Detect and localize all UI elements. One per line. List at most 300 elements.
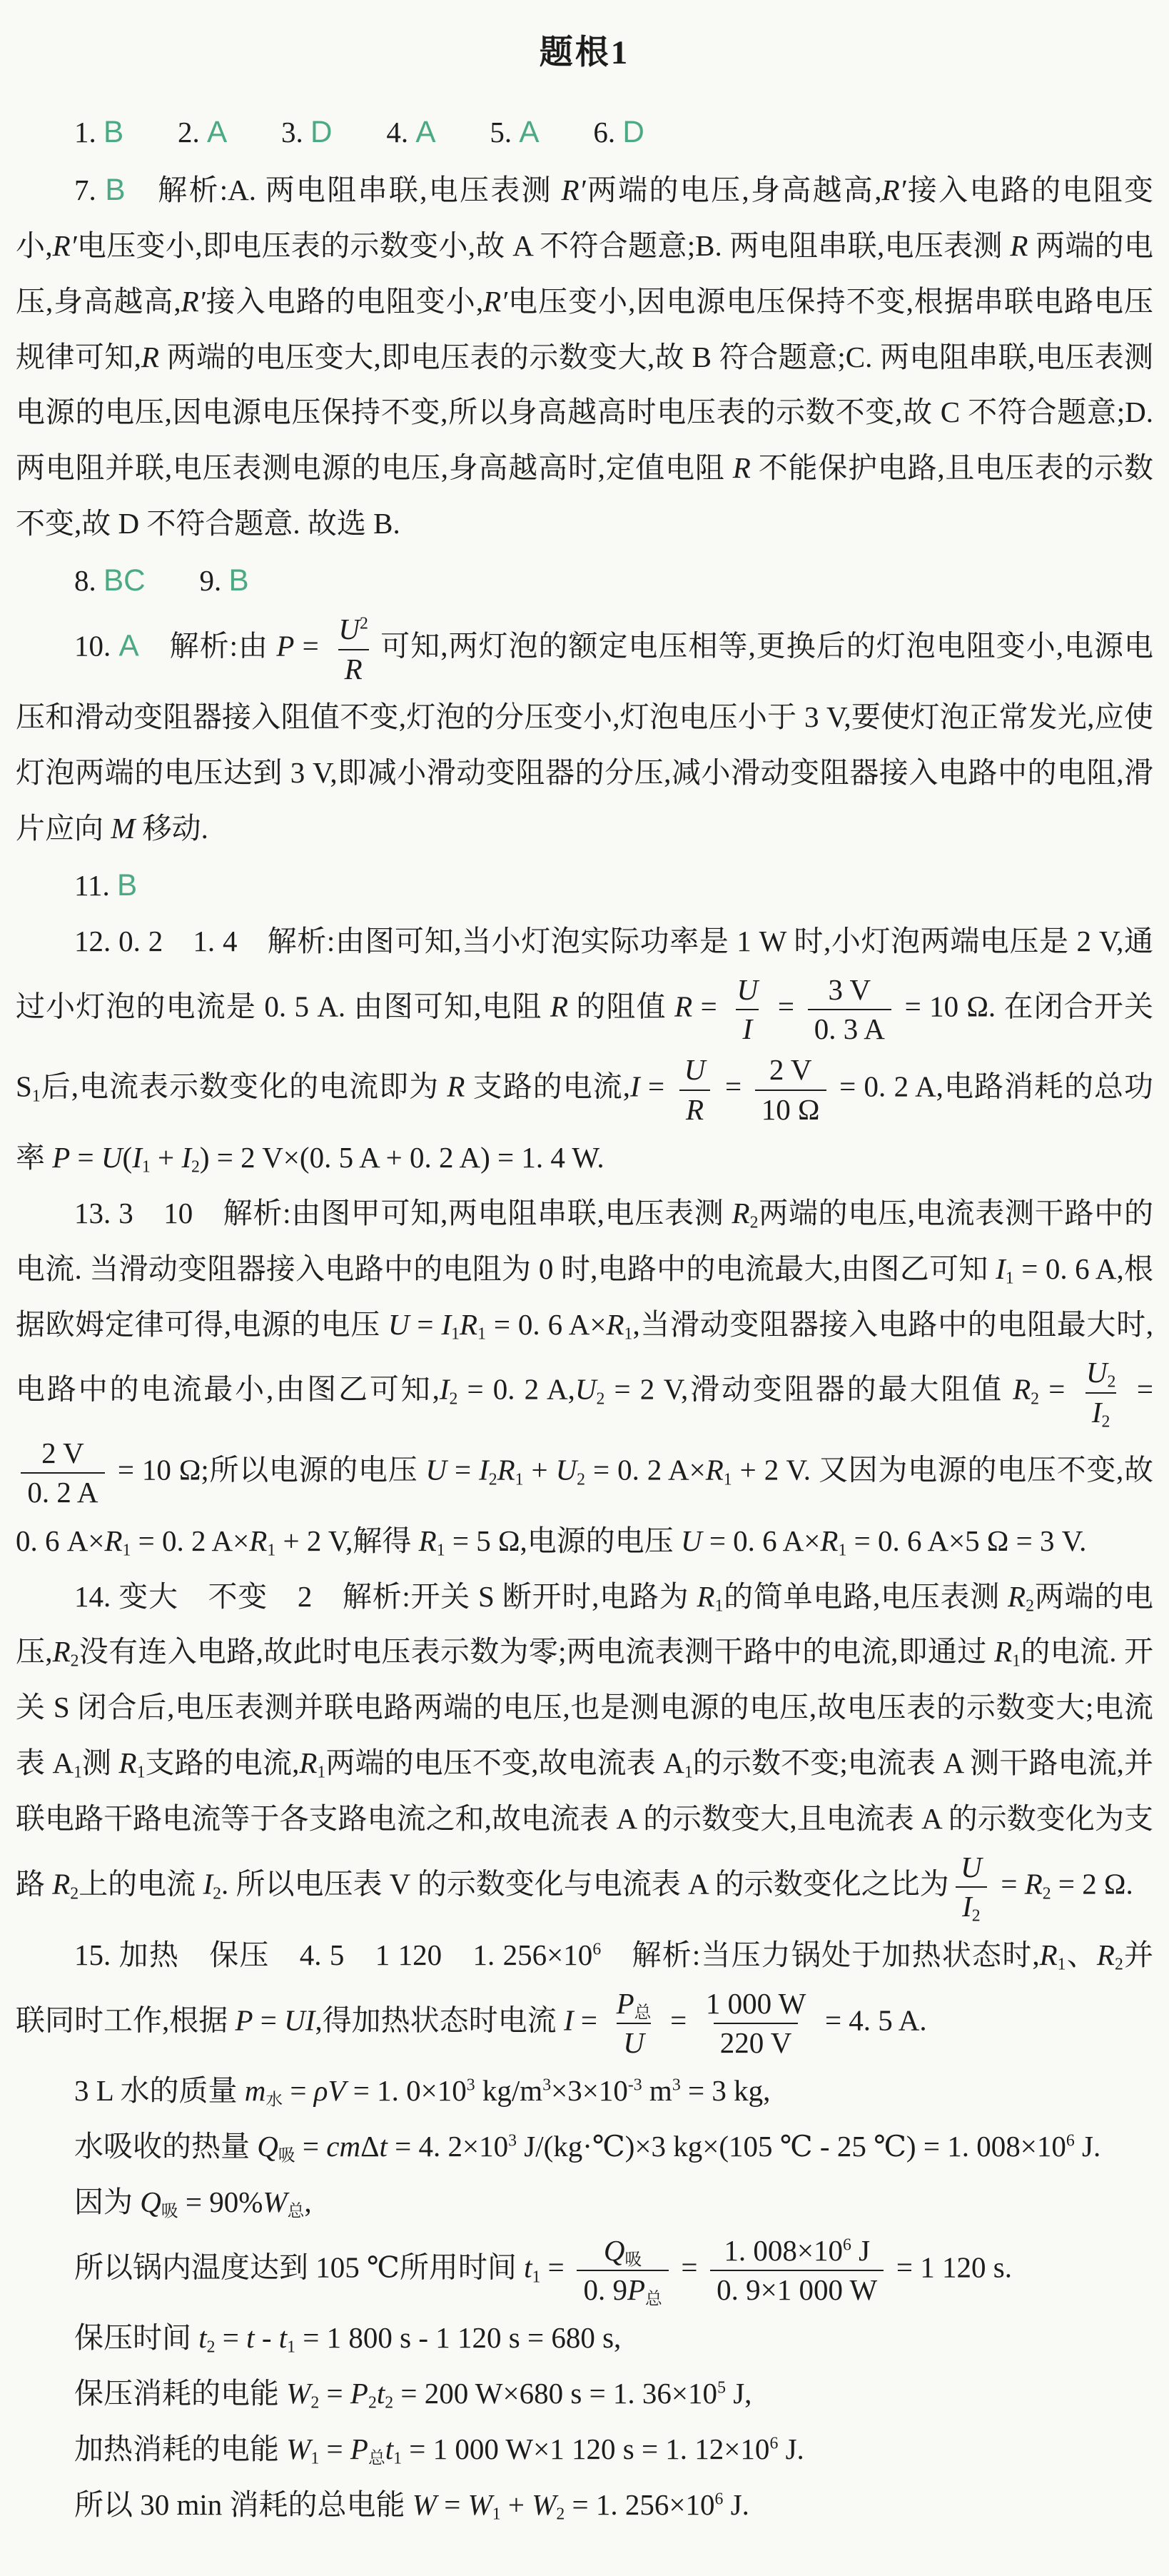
text-run: = 1. 0×10 bbox=[345, 2074, 467, 2108]
superscript: 6 bbox=[714, 2490, 724, 2509]
text-run: + 2 V. 又因为电源的电压不变,故 0. 6 A× bbox=[16, 1453, 1154, 1557]
subscript: 2 bbox=[1042, 1884, 1051, 1903]
text-run: J. bbox=[1074, 2129, 1101, 2163]
text-run: 支路的电流, bbox=[145, 1746, 300, 1780]
text-run: = bbox=[294, 630, 327, 663]
fraction-numerator bbox=[597, 2232, 648, 2270]
subscript: 2 bbox=[971, 1906, 981, 1926]
text-run: + bbox=[500, 2488, 532, 2522]
text-run: - bbox=[254, 2321, 279, 2355]
superscript: 3 bbox=[508, 2131, 517, 2150]
text-run: 3 L 水的质量 bbox=[74, 2074, 245, 2108]
subscript: 2 bbox=[596, 1389, 605, 1409]
variable: U bbox=[623, 2026, 644, 2059]
text-run: kg/m bbox=[475, 2074, 543, 2108]
answers-row bbox=[16, 857, 1153, 914]
subscript: 1 bbox=[393, 2449, 403, 2468]
text-run: 的电流. 开关 S 闭合后,电压表测并联电路两端的电压,也是测电源的电压,故电压表的示数变大;电流表 A bbox=[16, 1635, 1154, 1780]
text-run: ,当滑动变阻器接入电路中的电阻最大时,电路中的电流最小,由图乙可知, bbox=[16, 1307, 1154, 1407]
text-run: 的示数不变;电流表 A 测干路电流,并联电路干路电流等于各支路电流之和,故电流表 A 的示数变大,且电流表 A 的示数变化为支路 bbox=[16, 1746, 1154, 1901]
subscript: 水 bbox=[265, 2091, 283, 2110]
fraction-numerator bbox=[717, 2232, 876, 2270]
fraction-numerator bbox=[763, 1051, 819, 1089]
text-run: 后,电流表示数变化的电流即为 bbox=[40, 1070, 447, 1104]
variable: R bbox=[705, 1453, 724, 1486]
answer-item bbox=[490, 116, 539, 149]
text-run: 电压变小,因电源电压保持不变,根据串联电路电压规律可知, bbox=[16, 284, 1154, 373]
text-run: 没有连入电路,故此时电压表示数为零;两电流表测干路中的电流,即通过 bbox=[79, 1635, 995, 1669]
answer-letter: B bbox=[116, 867, 138, 902]
text-run: + bbox=[523, 1453, 556, 1486]
text-run: = 10 Ω;所以电源的电压 bbox=[109, 1453, 426, 1486]
question-number: 2. bbox=[178, 116, 200, 149]
text-run: . 所以电压表 V 的示数变化与电流表 A 的示数变化之比为 bbox=[221, 1867, 949, 1901]
text-run: Δ bbox=[360, 2129, 380, 2163]
text-run: J. bbox=[778, 2432, 804, 2466]
subscript: 2 bbox=[70, 1652, 79, 1671]
subscript: 2 bbox=[449, 1389, 458, 1409]
variable: W bbox=[467, 2488, 492, 2522]
text-run: 0. 9 bbox=[583, 2273, 627, 2307]
variable: R bbox=[1024, 1867, 1043, 1901]
fraction-denominator bbox=[21, 1472, 104, 1511]
text-run: J. bbox=[723, 2488, 749, 2522]
text-run: = bbox=[253, 2003, 285, 2037]
question-number: 9. bbox=[199, 564, 222, 598]
question-number: 4. bbox=[386, 116, 409, 149]
subscript: 1 bbox=[624, 1324, 633, 1344]
text-run: 2 V bbox=[41, 1437, 84, 1470]
text-run: = 1. 256×10 bbox=[565, 2488, 715, 2522]
text-run: = 2 V,滑动变阻器的最大阻值 bbox=[604, 1373, 1013, 1407]
subscript: 2 bbox=[70, 1884, 79, 1903]
fraction-denominator bbox=[679, 1090, 710, 1129]
variable: I bbox=[996, 1252, 1006, 1285]
text-run: = bbox=[70, 1140, 101, 1174]
text-run: 移动. bbox=[135, 811, 208, 845]
text-run: = bbox=[283, 2074, 314, 2108]
text-run: 接入电路的电阻变小, bbox=[16, 173, 1154, 262]
variable: R bbox=[299, 1746, 318, 1780]
text-run: = bbox=[1039, 1373, 1075, 1407]
answers-row bbox=[16, 104, 1153, 161]
text-run: m bbox=[642, 2074, 672, 2108]
text-run: = 90% bbox=[178, 2185, 263, 2218]
paragraph bbox=[16, 2422, 1153, 2477]
variable: U bbox=[338, 613, 360, 646]
question-number: 5. bbox=[490, 116, 512, 149]
text-run: = 0. 2 A, bbox=[457, 1373, 575, 1407]
variable: I bbox=[630, 1070, 640, 1104]
answer-letter: B bbox=[228, 563, 249, 598]
subscript: 1 bbox=[723, 1470, 732, 1489]
text-run: = bbox=[1127, 1373, 1153, 1407]
superscript: 6 bbox=[592, 1939, 602, 1958]
text-run: ×3×10 bbox=[551, 2074, 628, 2108]
superscript: 5 bbox=[717, 2378, 726, 2398]
text-run: 支路的电流, bbox=[465, 1070, 631, 1104]
variable: W bbox=[286, 2377, 311, 2410]
subscript: 总 bbox=[644, 2290, 662, 2309]
variable: W bbox=[286, 2432, 311, 2466]
text-run: 3 V bbox=[828, 972, 871, 1006]
subscript: 2 bbox=[577, 1470, 586, 1489]
subscript: 1 bbox=[838, 1541, 847, 1560]
fraction-denominator bbox=[617, 2023, 651, 2062]
subscript: 1 bbox=[310, 2449, 320, 2468]
paragraph bbox=[16, 2230, 1153, 2311]
text-run: ,得加热状态时电流 bbox=[315, 2003, 564, 2037]
fraction-numerator bbox=[610, 1985, 658, 2023]
variable: R′ bbox=[561, 173, 586, 206]
answer-item bbox=[74, 869, 137, 902]
fraction-numerator bbox=[678, 1051, 712, 1089]
variable: t bbox=[385, 2432, 394, 2466]
answer-letter: D bbox=[622, 115, 644, 149]
variable: R bbox=[1013, 1373, 1031, 1407]
text-run: 保压时间 bbox=[74, 2321, 199, 2355]
paragraph bbox=[16, 2063, 1153, 2119]
subscript: 1 bbox=[141, 1157, 151, 1177]
variable: R′ bbox=[483, 284, 508, 318]
subscript: 2 bbox=[1107, 1373, 1116, 1392]
subscript: 2 bbox=[1026, 1596, 1034, 1616]
text-run: = bbox=[993, 1867, 1025, 1901]
text-run: 7. bbox=[74, 173, 106, 206]
variable: P bbox=[616, 1986, 634, 2020]
subscript: 1 bbox=[477, 1324, 486, 1344]
text-run: = 1 000 W×1 120 s = 1. 12×10 bbox=[402, 2432, 770, 2466]
subscript: 2 bbox=[206, 2338, 216, 2358]
fraction-denominator bbox=[577, 2270, 668, 2309]
answers-row bbox=[16, 552, 1153, 609]
subscript: 1 bbox=[317, 1763, 326, 1782]
text-run: = bbox=[446, 1453, 480, 1486]
variable: R bbox=[550, 990, 569, 1023]
variable: R bbox=[606, 1307, 624, 1341]
fraction-numerator bbox=[1080, 1354, 1123, 1392]
fraction bbox=[808, 971, 891, 1049]
answer-item bbox=[281, 116, 333, 149]
text-run: 电压变小,即电压表的示数变小,故 A 不符合题意;B. 两电阻串联,电压表测 bbox=[76, 228, 1011, 262]
variable: W bbox=[263, 2185, 288, 2218]
superscript: 6 bbox=[842, 2235, 851, 2255]
answer-letter: A bbox=[415, 115, 436, 149]
answer-letter: BC bbox=[103, 563, 146, 598]
variable: R′ bbox=[181, 284, 206, 318]
subscript: 1 bbox=[1005, 1269, 1014, 1288]
subscript: 1 bbox=[74, 1763, 82, 1782]
text-run: 因为 bbox=[74, 2185, 141, 2218]
variable: R bbox=[732, 451, 751, 485]
subscript: 2 bbox=[368, 2393, 377, 2413]
subscript: 2 bbox=[556, 2505, 565, 2524]
subscript: 总 bbox=[368, 2449, 385, 2468]
paragraph bbox=[16, 2310, 1153, 2366]
text-run: = bbox=[295, 2129, 327, 2163]
variable: U bbox=[575, 1373, 597, 1407]
text-run: 10. bbox=[74, 630, 119, 663]
variable: R bbox=[249, 1524, 268, 1557]
page-title: 题根1 bbox=[539, 34, 630, 71]
text-run: = bbox=[409, 1307, 442, 1341]
text-run: 可知,两灯泡的额定电压相等,更换后的灯泡电阻变小,电源电压和滑动变阻器接入阻值不变,灯泡的分压变小,灯泡电压小于 3 V,要使灯泡正常发光,应使灯泡两端的电压达到 3 V,即减小滑动变阻器的分压,减小滑动变阻器接入电路中的电阻,滑片应向 bbox=[16, 630, 1153, 845]
text-run: J, bbox=[725, 2377, 752, 2410]
superscript: 2 bbox=[359, 614, 368, 633]
subscript: 1 bbox=[714, 1596, 724, 1616]
text-run: 解析:当压力锅处于加热状态时, bbox=[601, 1938, 1040, 1971]
variable: P bbox=[350, 2377, 368, 2410]
text-run: 两端的电压变大,即电压表的示数变大,故 B 符合题意;C. 两电阻串联,电压表测电源的电压,因电源电压保持不变,所以身高越高时电压表的示数不变,故 C 不符合题意;D. 两电阻并联,电压表测电源的电压,身高越高时,定值电阻 bbox=[16, 340, 1153, 485]
variable: U bbox=[388, 1307, 410, 1341]
subscript: 1 bbox=[436, 1541, 445, 1560]
fraction-numerator bbox=[332, 610, 375, 648]
variable: t bbox=[278, 2321, 288, 2355]
variable: I bbox=[742, 1012, 753, 1046]
variable: t bbox=[379, 2129, 388, 2163]
variable: I bbox=[962, 1890, 972, 1923]
text-run: = bbox=[573, 2003, 605, 2037]
text-run: = bbox=[639, 1070, 673, 1104]
variable: R bbox=[697, 1579, 715, 1613]
fraction bbox=[710, 2232, 884, 2310]
variable: UI bbox=[284, 2003, 315, 2037]
paragraph bbox=[16, 914, 1153, 1186]
text-run: 的简单电路,电压表测 bbox=[723, 1579, 1008, 1613]
variable: Q bbox=[257, 2129, 278, 2163]
text-run: = 1 120 s. bbox=[889, 2250, 1012, 2284]
fraction bbox=[610, 1985, 658, 2063]
text-run: = 3 kg, bbox=[680, 2074, 771, 2108]
variable: R bbox=[686, 1092, 704, 1126]
variable: P bbox=[235, 2003, 253, 2037]
fraction bbox=[699, 1985, 813, 2063]
paragraph bbox=[16, 2477, 1153, 2533]
text-run: = 0. 2 A× bbox=[585, 1453, 706, 1486]
answer-letter: A bbox=[118, 629, 139, 663]
subscript: 2 bbox=[1114, 1955, 1123, 1974]
subscript: 1 bbox=[31, 1087, 41, 1106]
variable: I bbox=[479, 1453, 489, 1486]
variable: R bbox=[344, 652, 363, 685]
text-run: = 1 800 s - 1 120 s = 680 s, bbox=[295, 2321, 622, 2355]
answer-item bbox=[178, 116, 227, 149]
question-number: 1. bbox=[74, 116, 96, 149]
subscript: 1 bbox=[1057, 1955, 1066, 1974]
superscript: 3 bbox=[466, 2076, 475, 2095]
variable: I bbox=[563, 2003, 574, 2037]
subscript: 1 bbox=[136, 1763, 146, 1782]
variable: U bbox=[680, 1524, 702, 1557]
fraction-denominator bbox=[714, 2023, 799, 2062]
text-run: 0. 2 A bbox=[27, 1476, 98, 1509]
superscript: -3 bbox=[627, 2076, 642, 2095]
text-run: 0. 3 A bbox=[814, 1012, 885, 1046]
variable: Q bbox=[140, 2185, 161, 2218]
fraction-denominator bbox=[710, 2270, 884, 2309]
subscript: 总 bbox=[634, 2003, 652, 2023]
variable: R bbox=[674, 990, 693, 1023]
fraction bbox=[332, 610, 375, 688]
fraction bbox=[21, 1434, 104, 1512]
paragraph bbox=[16, 1186, 1153, 1569]
variable: R bbox=[820, 1524, 839, 1557]
fraction bbox=[730, 971, 764, 1049]
question-number: 6. bbox=[593, 116, 616, 149]
text-run: 、 bbox=[1066, 1938, 1097, 1971]
fraction-numerator bbox=[699, 1985, 813, 2023]
text-run: = bbox=[769, 990, 803, 1023]
answer-item bbox=[74, 564, 146, 597]
subscript: 吸 bbox=[624, 2250, 642, 2270]
text-run: + bbox=[150, 1140, 182, 1174]
variable: U bbox=[425, 1453, 447, 1486]
text-run: 10 Ω bbox=[761, 1092, 820, 1126]
text-run: 2 V bbox=[769, 1053, 812, 1087]
answer-letter: B bbox=[105, 172, 126, 206]
text-run: = bbox=[215, 2321, 247, 2355]
text-run: = bbox=[717, 1070, 750, 1104]
variable: R bbox=[52, 1635, 71, 1669]
variable: R bbox=[418, 1524, 437, 1557]
text-run: = 10 Ω. 在闭合开关 S bbox=[16, 990, 1154, 1104]
subscript: 吸 bbox=[278, 2146, 295, 2165]
subscript: 2 bbox=[1031, 1389, 1040, 1409]
answer-letter: D bbox=[310, 115, 333, 149]
variable: cm bbox=[326, 2129, 361, 2163]
text-run: 14. 变大 不变 2 解析:开关 S 断开时,电路为 bbox=[74, 1579, 697, 1613]
variable: Q bbox=[603, 2233, 625, 2267]
subscript: 1 bbox=[122, 1541, 131, 1560]
variable: R′ bbox=[52, 228, 77, 262]
text-run: 0. 9×1 000 W bbox=[717, 2273, 878, 2307]
text-run: 所以锅内温度达到 105 ℃所用时间 bbox=[74, 2250, 525, 2284]
text-run: = 0. 2 A× bbox=[131, 1524, 250, 1557]
question-number: 8. bbox=[74, 564, 96, 598]
variable: U bbox=[737, 972, 759, 1006]
variable: R bbox=[732, 1196, 750, 1229]
text-run: = 0. 2 A,电路消耗的总功率 bbox=[16, 1070, 1154, 1174]
paragraph bbox=[16, 1569, 1153, 1928]
variable: I bbox=[181, 1140, 192, 1174]
text-run: + 2 V,解得 bbox=[275, 1524, 419, 1557]
variable: I bbox=[132, 1140, 142, 1174]
fraction-numerator bbox=[730, 971, 764, 1009]
text-run: 12. 0. 2 1. 4 解析:由图可知,当小灯泡实际功率是 1 W 时,小灯泡两端电压是 2 V,通过小灯泡的电流是 0. 5 A. 由图可知,电阻 bbox=[16, 924, 1153, 1023]
text-run: = bbox=[692, 990, 726, 1023]
variable: m bbox=[244, 2074, 266, 2108]
variable: R bbox=[1008, 1579, 1026, 1613]
text-run: 上的电流 bbox=[79, 1867, 203, 1901]
subscript: 1 bbox=[1012, 1652, 1021, 1671]
text-run: = bbox=[674, 2250, 705, 2284]
variable: U bbox=[101, 1140, 123, 1174]
fraction-numerator bbox=[821, 971, 877, 1009]
variable: I bbox=[439, 1373, 450, 1407]
text-run: 水吸收的热量 bbox=[74, 2129, 258, 2163]
text-run: = bbox=[540, 2250, 572, 2284]
text-run: 解析:由 bbox=[138, 630, 277, 663]
text-run: 所以 30 min 消耗的总电能 bbox=[74, 2488, 413, 2522]
document-body bbox=[16, 104, 1153, 2533]
fraction bbox=[755, 1051, 826, 1129]
fraction bbox=[577, 2232, 668, 2310]
text-run: J bbox=[851, 2233, 871, 2267]
fraction bbox=[1080, 1354, 1123, 1432]
subscript: 1 bbox=[492, 2505, 501, 2524]
text-run: = 4. 2×10 bbox=[387, 2129, 509, 2163]
variable: R bbox=[118, 1746, 137, 1780]
text-run: 保压消耗的电能 bbox=[74, 2377, 287, 2410]
text-run: = 0. 6 A,根据欧姆定律可得,电源的电压 bbox=[16, 1252, 1153, 1341]
variable: R bbox=[994, 1635, 1013, 1669]
variable: R′ bbox=[881, 173, 906, 206]
text-run: 两端的电压不变,故电流表 A bbox=[325, 1746, 684, 1780]
subscript: 2 bbox=[1101, 1412, 1110, 1432]
text-run: = 200 W×680 s = 1. 36×10 bbox=[393, 2377, 718, 2410]
question-number: 11. bbox=[74, 868, 110, 902]
fraction-denominator bbox=[755, 1090, 826, 1129]
variable: W bbox=[532, 2488, 557, 2522]
text-run: 15. 加热 保压 4. 5 1 120 1. 256×10 bbox=[74, 1938, 593, 1971]
text-run: 220 V bbox=[719, 2026, 792, 2059]
variable: t bbox=[524, 2250, 532, 2284]
text-run: 加热消耗的电能 bbox=[74, 2432, 287, 2466]
answer-item bbox=[593, 116, 644, 149]
text-run: 并联同时工作,根据 bbox=[16, 1938, 1154, 2037]
subscript: 1 bbox=[287, 2338, 296, 2358]
variable: t bbox=[376, 2377, 385, 2410]
text-run: 测 bbox=[81, 1746, 119, 1780]
answer-letter: B bbox=[103, 115, 124, 149]
variable: W bbox=[412, 2488, 437, 2522]
subscript: 吸 bbox=[161, 2202, 178, 2221]
variable: t bbox=[198, 2321, 207, 2355]
paragraph bbox=[16, 2119, 1153, 2175]
fraction bbox=[954, 1848, 988, 1926]
text-run: = bbox=[319, 2377, 350, 2410]
text-run: = bbox=[662, 2003, 694, 2037]
superscript: 6 bbox=[1066, 2131, 1075, 2150]
variable: U bbox=[1086, 1356, 1108, 1389]
variable: R bbox=[447, 1070, 465, 1104]
variable: R bbox=[497, 1453, 515, 1486]
text-run: 两端的电压, bbox=[16, 1579, 1154, 1669]
text-run: = 0. 6 A× bbox=[485, 1307, 607, 1341]
superscript: 3 bbox=[542, 2076, 552, 2095]
subscript: 1 bbox=[451, 1324, 460, 1344]
variable: U bbox=[684, 1053, 706, 1087]
subscript: 1 bbox=[684, 1763, 693, 1782]
fraction-denominator bbox=[808, 1009, 891, 1048]
text-run: 不能保护电路,且电压表的示数不变,故 D 不符合题意. 故选 B. bbox=[16, 451, 1154, 540]
text-run: , bbox=[304, 2185, 312, 2218]
fraction-denominator bbox=[338, 649, 369, 688]
variable: R bbox=[141, 340, 159, 373]
variable: P bbox=[52, 1140, 71, 1174]
variable: t bbox=[246, 2321, 255, 2355]
fraction-numerator bbox=[35, 1434, 91, 1472]
variable: R bbox=[1039, 1938, 1058, 1971]
text-run: = 4. 5 A. bbox=[817, 2003, 927, 2037]
subscript: 1 bbox=[515, 1470, 524, 1489]
variable: M bbox=[111, 811, 136, 845]
question-number: 3. bbox=[281, 116, 303, 149]
variable: U bbox=[555, 1453, 577, 1486]
text-run: ( bbox=[122, 1140, 133, 1174]
variable: R bbox=[460, 1307, 478, 1341]
paragraph bbox=[16, 609, 1153, 856]
